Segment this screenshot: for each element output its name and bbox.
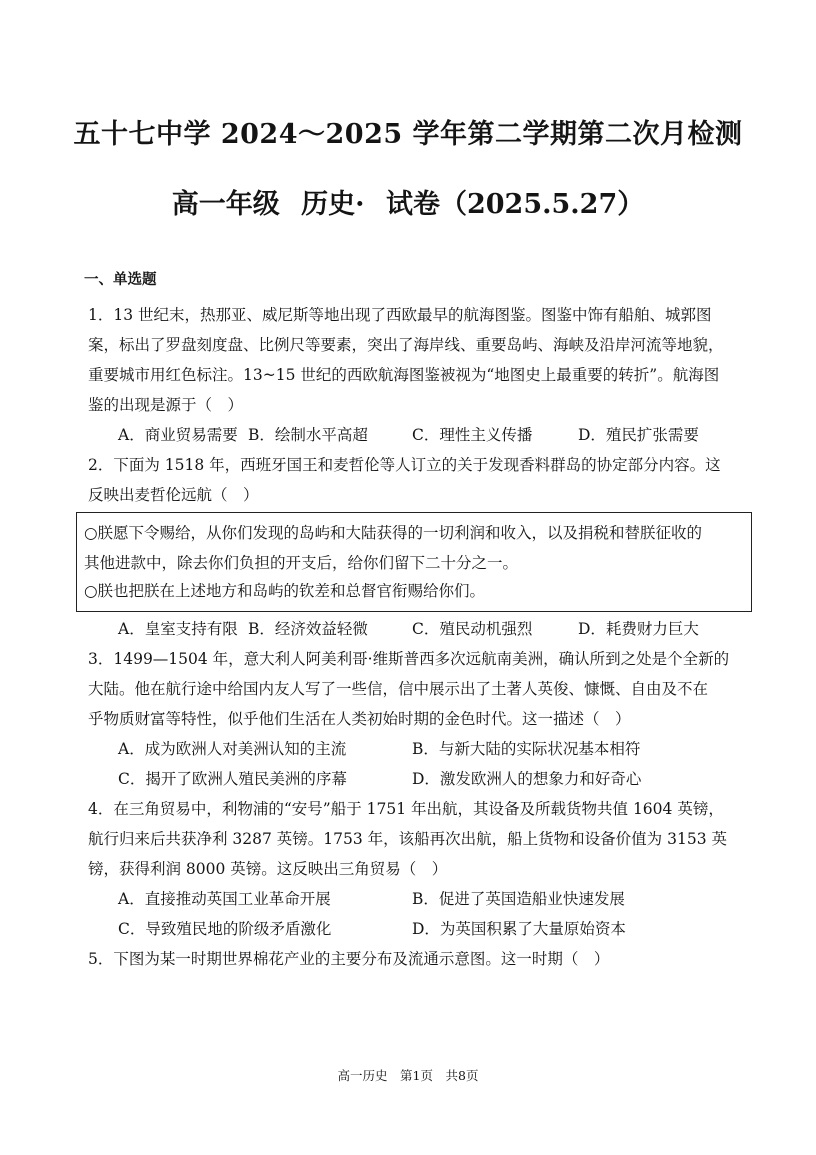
q2-option-c: C．殖民动机强烈 <box>412 620 533 638</box>
q3-option-d: D．激发欧洲人的想象力和好奇心 <box>412 770 642 788</box>
q1-option-d: D．殖民扩张需要 <box>578 426 699 444</box>
q2-line-1: 2．下面为 1518 年，西班牙国王和麦哲伦等人订立的关于发现香料群岛的协定部分内容。这 <box>88 456 721 474</box>
q4-line-1: 4．在三角贸易中，利物浦的“安号”船于 1751 年出航，其设备及所载货物共值 1604 英镑， <box>88 800 724 818</box>
q4-option-d: D．为英国积累了大量原始资本 <box>412 920 626 938</box>
paper-label: 试卷（2025.5.27） <box>385 189 645 220</box>
subject-label: 历史· <box>301 189 365 220</box>
q2-quote-line-3: ○朕也把朕在上述地方和岛屿的钦差和总督官衔赐给你们。 <box>84 582 486 600</box>
q4-option-a: A．直接推动英国工业革命开展 <box>118 890 331 908</box>
q3-option-c: C．揭开了欧洲人殖民美洲的序幕 <box>118 770 347 788</box>
q1-line-1: 1．13 世纪末，热那亚、威尼斯等地出现了西欧最早的航海图鉴。图鉴中饰有船舶、城郭图 <box>88 306 712 324</box>
q4-option-c: C．导致殖民地的阶级矛盾激化 <box>118 920 332 938</box>
q1-line-2: 案，标出了罗盘刻度盘、比例尺等要素，突出了海岸线、重要岛屿、海峡及沿岸河流等地貌， <box>88 336 724 354</box>
q2-option-d: D．耗费财力巨大 <box>578 620 699 638</box>
q3-option-a: A．成为欧洲人对美洲认知的主流 <box>118 740 347 758</box>
q3-line-3: 乎物质财富等特性，似乎他们生活在人类初始时期的金色时代。这一描述（ ） <box>88 710 631 728</box>
q3-line-1: 3．1499—1504 年，意大利人阿美利哥·维斯普西多次远航南美洲，确认所到之处是个全新的 <box>88 650 730 668</box>
q1-option-b: B．绘制水平高超 <box>248 426 368 444</box>
q2-option-a: A．皇室支持有限 <box>118 620 238 638</box>
q2-option-b: B．经济效益轻微 <box>248 620 368 638</box>
q1-option-c: C．理性主义传播 <box>412 426 533 444</box>
grade-label: 高一年级 <box>171 189 280 220</box>
q4-line-2: 航行归来后共获净利 3287 英镑。1753 年，该船再次出航，船上货物和设备价值为 3153 英 <box>88 830 727 848</box>
q4-line-3: 镑，获得利润 8000 英镑。这反映出三角贸易（ ） <box>88 860 448 878</box>
q1-line-3: 重要城市用红色标注。13~15 世纪的西欧航海图鉴被视为“地图史上最重要的转折”。航海图 <box>88 366 720 384</box>
exam-subtitle <box>0 182 816 221</box>
q1-option-a: A．商业贸易需要 <box>118 426 238 444</box>
q2-line-2: 反映出麦哲伦远航（ ） <box>88 486 259 504</box>
page-footer: 高一历史 第1页 共8页 <box>337 1068 479 1083</box>
q5-line-1: 5．下图为某一时期世界棉花产业的主要分布及流通示意图。这一时期（ ） <box>88 950 610 968</box>
q2-quote-line-1: ○朕愿下令赐给，从你们发现的岛屿和大陆获得的一切利润和收入，以及捐税和替朕征收的 <box>84 524 703 542</box>
q1-line-4: 鉴的出现是源于（ ） <box>88 396 244 414</box>
exam-title: 五十七中学 2024～2025 学年第二学期第二次月检测 <box>73 119 743 150</box>
q3-option-b: B．与新大陆的实际状况基本相符 <box>412 740 641 758</box>
q2-quote-line-2: 其他进款中，除去你们负担的开支后，给你们留下二十分之一。 <box>84 554 519 572</box>
section-heading: 一、单选题 <box>84 271 157 288</box>
q4-option-b: B．促进了英国造船业快速发展 <box>412 890 625 908</box>
q3-line-2: 大陆。他在航行途中给国内友人写了一些信，信中展示出了土著人英俊、慷慨、自由及不在 <box>88 680 709 698</box>
